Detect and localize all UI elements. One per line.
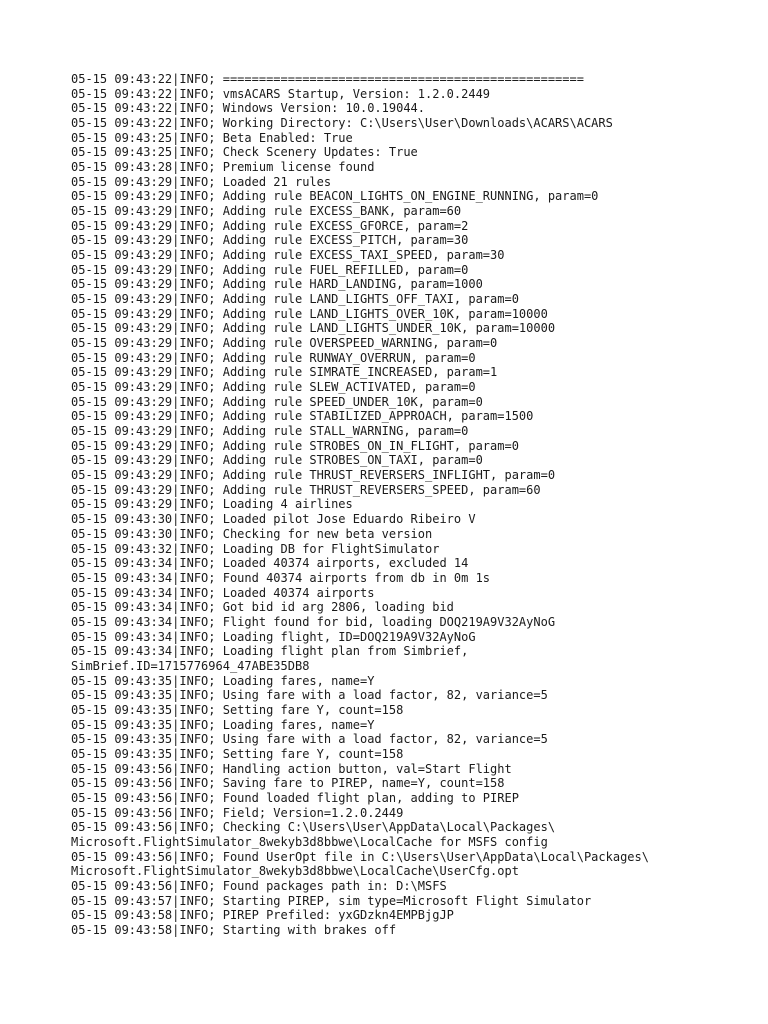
- log-line: 05-15 09:43:35|INFO; Loading fares, name=Y: [71, 673, 375, 688]
- log-line: 05-15 09:43:34|INFO; Loading flight, ID=DOQ219A9V32AyNoG: [71, 629, 476, 644]
- log-line: 05-15 09:43:56|INFO; Checking C:\Users\User\AppData\Local\Packages\: [71, 820, 556, 835]
- log-line: Microsoft.FlightSimulator_8wekyb3d8bbwe\LocalCache\UserCfg.opt: [71, 864, 519, 879]
- log-line: 05-15 09:43:34|INFO; Got bid id arg 2806, loading bid: [71, 600, 454, 615]
- log-line: 05-15 09:43:35|INFO; Setting fare Y, count=158: [71, 702, 404, 717]
- log-line: 05-15 09:43:58|INFO; PIREP Prefiled: yxGDzkn4EMPBjgJP: [71, 908, 454, 923]
- log-line: 05-15 09:43:29|INFO; Adding rule FUEL_REFILLED, param=0: [71, 262, 469, 277]
- log-line: 05-15 09:43:29|INFO; Adding rule LAND_LIGHTS_UNDER_10K, param=10000: [71, 321, 556, 336]
- log-line: 05-15 09:43:56|INFO; Saving fare to PIREP, name=Y, count=158: [71, 776, 505, 791]
- log-line: 05-15 09:43:29|INFO; Adding rule OVERSPEED_WARNING, param=0: [71, 336, 498, 351]
- log-line: 05-15 09:43:34|INFO; Loading flight plan from Simbrief,: [71, 644, 469, 659]
- log-line: 05-15 09:43:29|INFO; Adding rule HARD_LANDING, param=1000: [71, 277, 483, 292]
- log-line: SimBrief.ID=1715776964_47ABE35DB8: [71, 658, 310, 673]
- log-line: 05-15 09:43:56|INFO; Field; Version=1.2.0.2449: [71, 805, 404, 820]
- log-text-block: [71, 72, 761, 938]
- log-line: 05-15 09:43:56|INFO; Found loaded flight plan, adding to PIREP: [71, 790, 519, 805]
- log-line: 05-15 09:43:56|INFO; Handling action button, val=Start Flight: [71, 761, 512, 776]
- log-line: 05-15 09:43:29|INFO; Adding rule SLEW_ACTIVATED, param=0: [71, 380, 476, 395]
- log-line: 05-15 09:43:25|INFO; Beta Enabled: True: [71, 130, 353, 145]
- log-line: 05-15 09:43:35|INFO; Using fare with a load factor, 82, variance=5: [71, 732, 548, 747]
- log-line: 05-15 09:43:29|INFO; Adding rule LAND_LIGHTS_OFF_TAXI, param=0: [71, 292, 519, 307]
- log-line: 05-15 09:43:29|INFO; Loading 4 airlines: [71, 497, 353, 512]
- log-line: 05-15 09:43:22|INFO; vmsACARS Startup, Version: 1.2.0.2449: [71, 86, 491, 101]
- log-line: 05-15 09:43:58|INFO; Starting with brakes off: [71, 922, 397, 937]
- log-line: 05-15 09:43:29|INFO; Adding rule EXCESS_GFORCE, param=2: [71, 218, 469, 233]
- log-line: 05-15 09:43:32|INFO; Loading DB for FlightSimulator: [71, 541, 440, 556]
- log-line: 05-15 09:43:29|INFO; Adding rule BEACON_LIGHTS_ON_ENGINE_RUNNING, param=0: [71, 189, 599, 204]
- log-line: 05-15 09:43:34|INFO; Loaded 40374 airports: [71, 585, 375, 600]
- log-line: 05-15 09:43:29|INFO; Loaded 21 rules: [71, 174, 332, 189]
- log-line: 05-15 09:43:29|INFO; Adding rule SPEED_UNDER_10K, param=0: [71, 394, 483, 409]
- log-line: Microsoft.FlightSimulator_8wekyb3d8bbwe\LocalCache for MSFS config: [71, 834, 548, 849]
- log-line: 05-15 09:43:29|INFO; Adding rule THRUST_REVERSERS_SPEED, param=60: [71, 482, 541, 497]
- log-line: 05-15 09:43:25|INFO; Check Scenery Updates: True: [71, 145, 418, 160]
- log-line: 05-15 09:43:29|INFO; Adding rule STABILIZED_APPROACH, param=1500: [71, 409, 534, 424]
- log-line: 05-15 09:43:34|INFO; Flight found for bid, loading DOQ219A9V32AyNoG: [71, 614, 556, 629]
- log-line: 05-15 09:43:56|INFO; Found UserOpt file in C:\Users\User\AppData\Local\Packages\: [71, 849, 649, 864]
- log-line: 05-15 09:43:29|INFO; Adding rule SIMRATE_INCREASED, param=1: [71, 365, 498, 380]
- log-line: 05-15 09:43:22|INFO; ==================================================: [71, 72, 584, 86]
- log-line: 05-15 09:43:29|INFO; Adding rule EXCESS_PITCH, param=30: [71, 233, 469, 248]
- log-line: 05-15 09:43:35|INFO; Setting fare Y, count=158: [71, 746, 404, 761]
- log-line: 05-15 09:43:29|INFO; Adding rule EXCESS_BANK, param=60: [71, 204, 462, 219]
- log-line: 05-15 09:43:30|INFO; Loaded pilot Jose Eduardo Ribeiro V: [71, 512, 476, 527]
- log-line: 05-15 09:43:29|INFO; Adding rule STROBES_ON_IN_FLIGHT, param=0: [71, 438, 519, 453]
- log-line: 05-15 09:43:30|INFO; Checking for new beta version: [71, 526, 433, 541]
- log-line: 05-15 09:43:35|INFO; Using fare with a load factor, 82, variance=5: [71, 688, 548, 703]
- log-line: 05-15 09:43:57|INFO; Starting PIREP, sim type=Microsoft Flight Simulator: [71, 893, 592, 908]
- log-line: 05-15 09:43:56|INFO; Found packages path in: D:\MSFS: [71, 878, 447, 893]
- log-line: 05-15 09:43:29|INFO; Adding rule THRUST_REVERSERS_INFLIGHT, param=0: [71, 468, 556, 483]
- log-line: 05-15 09:43:28|INFO; Premium license found: [71, 160, 375, 175]
- log-line: 05-15 09:43:29|INFO; Adding rule STALL_WARNING, param=0: [71, 424, 469, 439]
- log-line: 05-15 09:43:29|INFO; Adding rule LAND_LIGHTS_OVER_10K, param=10000: [71, 306, 548, 321]
- log-line: 05-15 09:43:34|INFO; Found 40374 airports from db in 0m 1s: [71, 570, 491, 585]
- log-line: 05-15 09:43:29|INFO; Adding rule EXCESS_TAXI_SPEED, param=30: [71, 248, 505, 263]
- log-line: 05-15 09:43:22|INFO; Windows Version: 10.0.19044.: [71, 101, 426, 116]
- log-line: 05-15 09:43:29|INFO; Adding rule RUNWAY_OVERRUN, param=0: [71, 350, 476, 365]
- log-line: 05-15 09:43:29|INFO; Adding rule STROBES_ON_TAXI, param=0: [71, 453, 483, 468]
- log-line: 05-15 09:43:35|INFO; Loading fares, name=Y: [71, 717, 375, 732]
- log-line: 05-15 09:43:34|INFO; Loaded 40374 airports, excluded 14: [71, 556, 469, 571]
- log-line: 05-15 09:43:22|INFO; Working Directory: C:\Users\User\Downloads\ACARS\ACARS: [71, 116, 613, 131]
